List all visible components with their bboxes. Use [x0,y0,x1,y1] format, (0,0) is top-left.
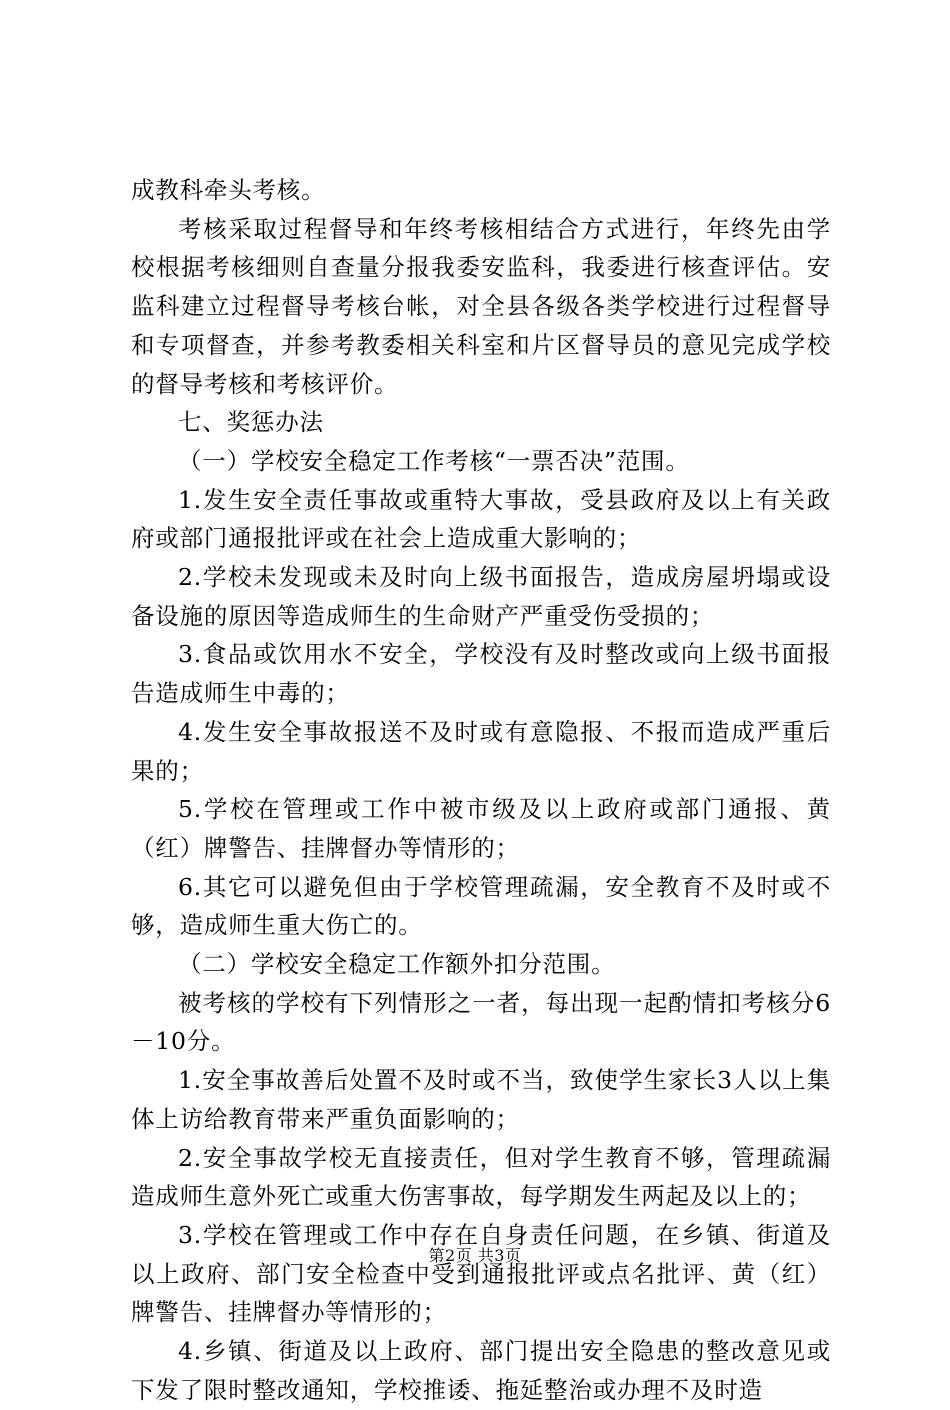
list-item: 1.发生安全责任事故或重特大事故，受县政府及以上有关政府或部门通报批评或在社会上造成重大影响的； [131,485,831,553]
list-item: 2.安全事故学校无直接责任，但对学生教育不够，管理疏漏造成师生意外死亡或重大伤害事故，每学期发生两起及以上的； [131,1143,831,1211]
list-item: 5.学校在管理或工作中被市级及以上政府或部门通报、黄（红）牌警告、挂牌督办等情形的； [131,795,831,862]
list-item: 1.安全事故善后处置不及时或不当，致使学生家长3人以上集体上访给教育带来严重负面影响的； [131,1066,831,1133]
subsection-heading-extra-deductions: （二）学校安全稳定工作额外扣分范围。 [178,950,616,979]
list-item: 3.食品或饮用水不安全，学校没有及时整改或向上级书面报告造成师生中毒的； [131,640,831,708]
document-body [131,171,831,1410]
subsection-heading-one-vote-veto: （一）学校安全稳定工作考核“一票否决”范围。 [178,446,690,475]
list-item: 3.学校在管理或工作中存在自身责任问题，在乡镇、街道及以上政府、部门安全检查中受到通报批评或点名批评、黄（红）牌警告、挂牌督办等情形的； [131,1220,831,1327]
page-number-footer: 第2页 共3页 [428,1246,522,1265]
list-item: 4.发生安全事故报送不及时或有意隐报、不报而造成严重后果的； [131,717,831,785]
list-item: 2.学校未发现或未及时向上级书面报告，造成房屋坍塌或设备设施的原因等造成师生的生命财产严重受伤受损的； [131,563,831,630]
list-item: 6.其它可以避免但由于学校管理疏漏，安全教育不及时或不够，造成师生重大伤亡的。 [131,872,831,940]
paragraph-continuation: 成教科牵头考核。 [131,176,326,204]
section-heading-rewards-penalties: 七、奖惩办法 [178,408,324,437]
paragraph-assessment-method: 考核采取过程督导和年终考核相结合方式进行，年终先由学校根据考核细则自查量分报我委安监科，我委进行核查评估。安监科建立过程督导考核台帐，对全县各级各类学校进行过程督导和专项督查，并参考教委相关科室和片区督导员的意见完成学校的督导考核和考核评价。 [131,214,831,398]
list-item: 4.乡镇、街道及以上政府、部门提出安全隐患的整改意见或下发了限时整改通知，学校推诿、拖延整治或办理不及时造 [131,1337,831,1404]
paragraph-deduction-rule: 被考核的学校有下列情形之一者，每出现一起酌情扣考核分6－10分。 [131,988,831,1056]
